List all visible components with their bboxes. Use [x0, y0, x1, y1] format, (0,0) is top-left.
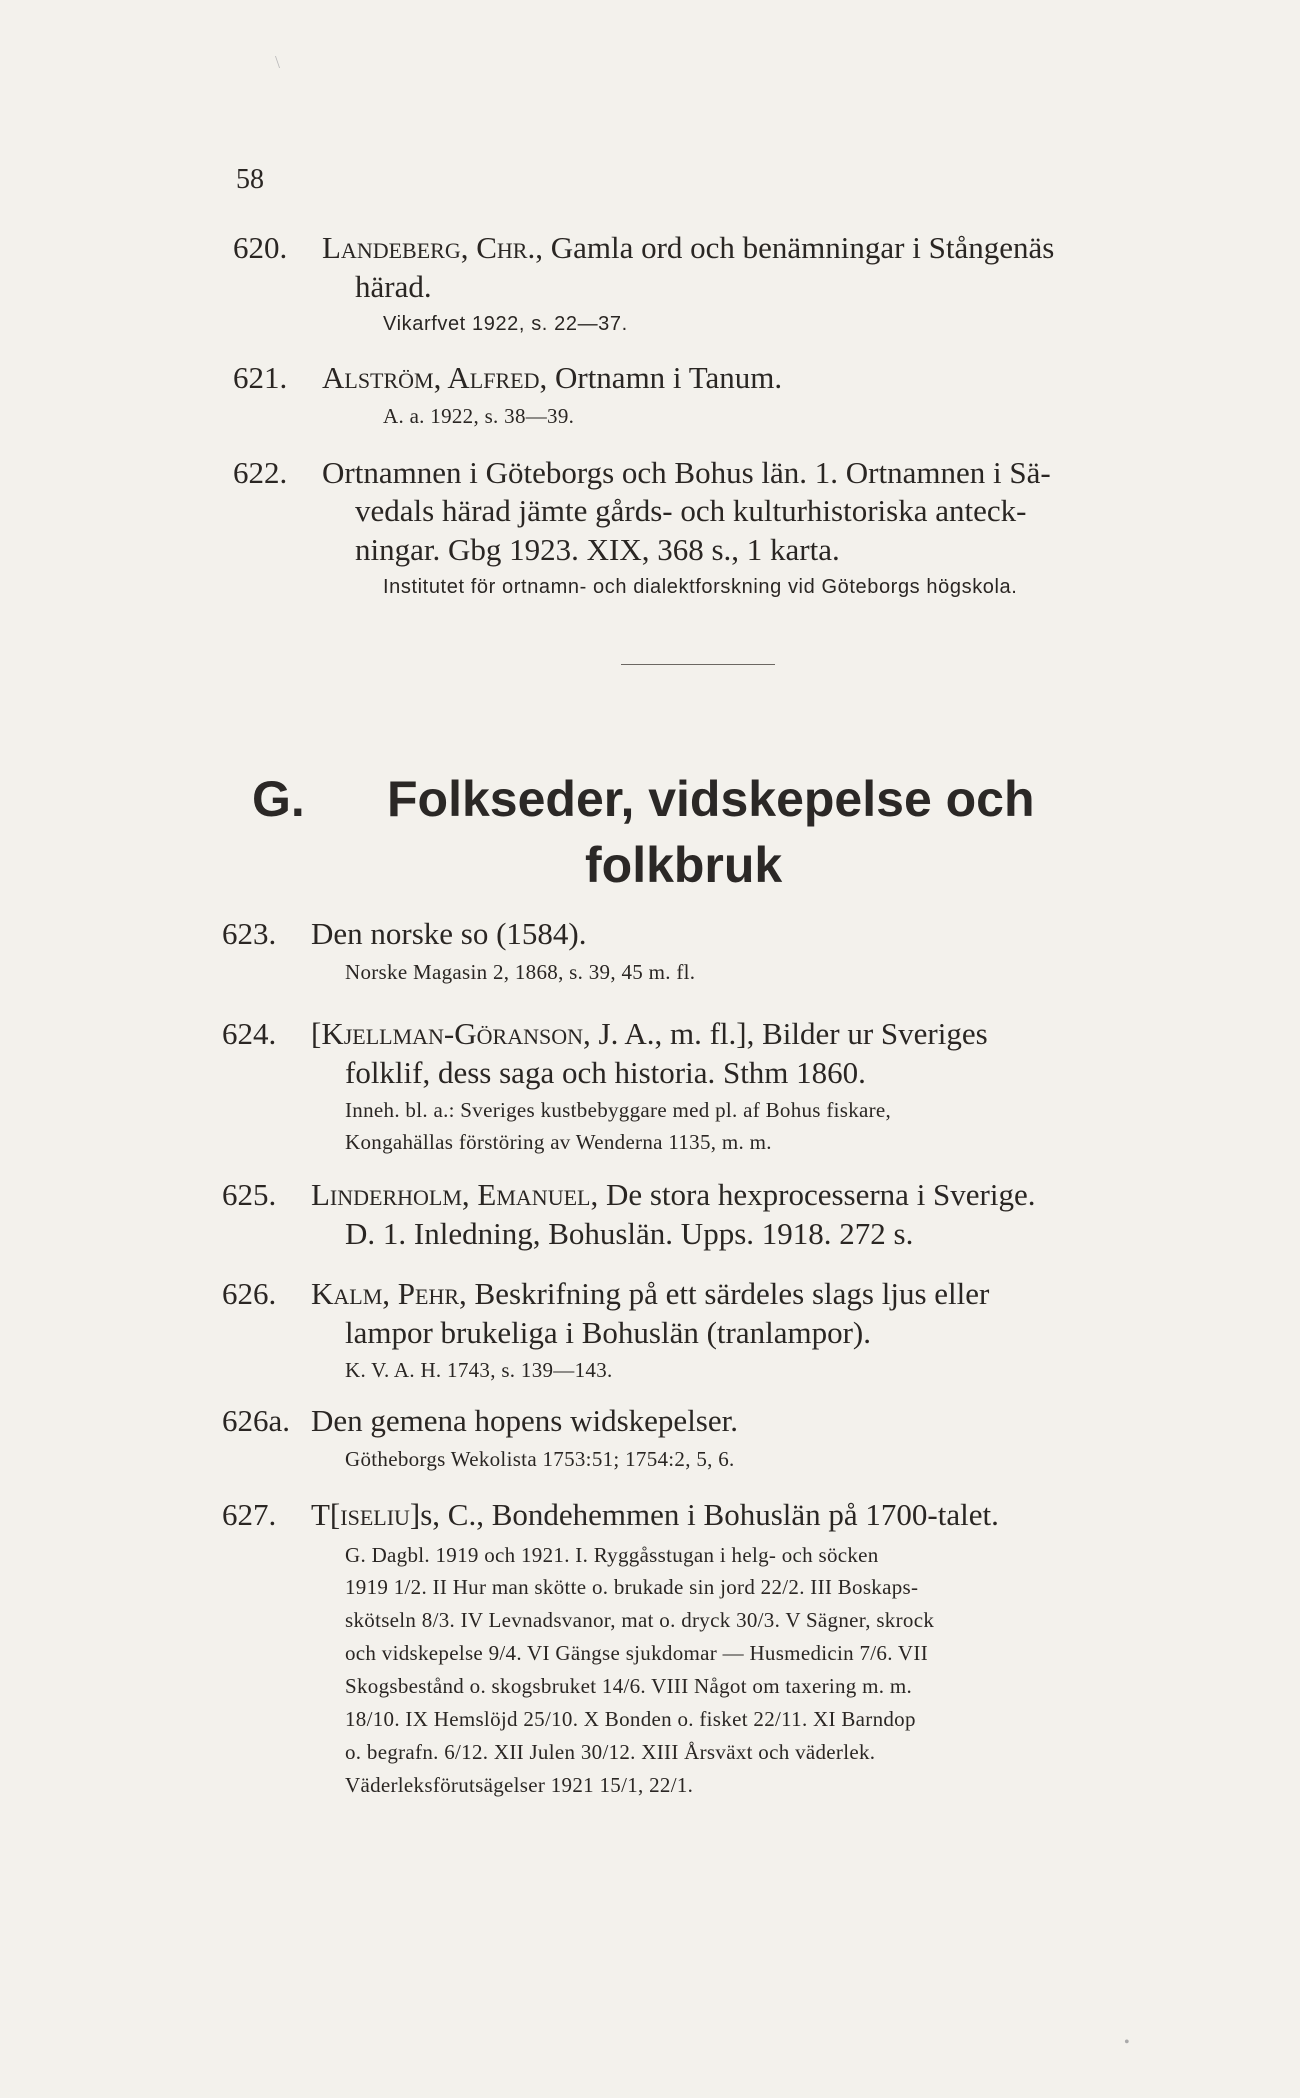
entry-title-line [311, 1016, 988, 1052]
entry-title-line: folklif, dess saga och historia. Sthm 1860. [345, 1055, 866, 1090]
entry-source: G. Dagbl. 1919 och 1921. I. Ryggåsstugan i helg- och söcken [345, 1543, 879, 1567]
entry-number: 622. [233, 455, 288, 490]
author-name: Kjellman-Göranson [321, 1016, 583, 1051]
entry-source: o. begrafn. 6/12. XII Julen 30/12. XIII Årsväxt och väderlek. [345, 1740, 876, 1764]
entry-title-line [322, 360, 782, 396]
title-text: ]s, C., Bondehemmen i Bohuslän på 1700-talet. [409, 1497, 999, 1532]
section-title-line: Folkseder, vidskepelse och [387, 771, 1035, 827]
scan-mark: \ [275, 52, 281, 72]
section-title-line: folkbruk [585, 837, 783, 893]
entry-source: Kongahällas förstöring av Wenderna 1135, m. m. [345, 1130, 772, 1154]
entry-source: Vikarfvet 1922, s. 22—37. [383, 313, 628, 335]
title-text: , De stora hexprocesserna i Sverige. [590, 1177, 1036, 1212]
entry-source: Norske Magasin 2, 1868, s. 39, 45 m. fl. [345, 960, 696, 984]
entry-source: A. a. 1922, s. 38—39. [383, 404, 575, 428]
title-text: , Beskrifning på ett särdeles slags ljus eller [459, 1276, 990, 1311]
entry-title-line: vedals härad jämte gårds- och kulturhistoriska anteck- [355, 493, 1027, 528]
entry-title-line [311, 1276, 989, 1312]
entry-source: K. V. A. H. 1743, s. 139—143. [345, 1358, 613, 1382]
entry-title-line: D. 1. Inledning, Bohuslän. Upps. 1918. 272 s. [345, 1216, 914, 1251]
entry-number: 623. [222, 916, 277, 951]
entry-source: 1919 1/2. II Hur man skötte o. brukade sin jord 22/2. III Boskaps- [345, 1575, 919, 1599]
scan-speck: • [1124, 2034, 1130, 2051]
section-letter: G. [252, 771, 305, 827]
entry-number: 626. [222, 1276, 277, 1311]
author-name: Alström, Alfred [322, 360, 540, 395]
entry-title-line [311, 1497, 999, 1533]
title-text: , Ortnamn i Tanum. [539, 360, 783, 395]
title-text: T[ [311, 1497, 341, 1532]
entry-number: 620. [233, 230, 288, 265]
entry-title-line: Ortnamnen i Göteborgs och Bohus län. 1. Ortnamnen i Sä- [322, 455, 1051, 490]
title-text: , J. A., m. fl.], Bilder ur Sveriges [583, 1016, 988, 1051]
entry-source: 18/10. IX Hemslöjd 25/10. X Bonden o. fisket 22/11. XI Barndop [345, 1707, 916, 1731]
entry-source: Väderleksförutsägelser 1921 15/1, 22/1. [345, 1773, 694, 1797]
entry-title-line: ningar. Gbg 1923. XIX, 368 s., 1 karta. [355, 532, 840, 567]
section-divider [621, 664, 775, 665]
author-name: Landeberg, Chr. [322, 230, 536, 265]
author-name: iseliu [340, 1497, 410, 1532]
author-name: Linderholm, Emanuel [311, 1177, 591, 1212]
entry-source: Inneh. bl. a.: Sveriges kustbebyggare med pl. af Bohus fiskare, [345, 1098, 892, 1122]
entry-source: skötseln 8/3. IV Levnadsvanor, mat o. dryck 30/3. V Sägner, skrock [345, 1608, 935, 1632]
entry-title-line [322, 230, 1054, 266]
page-number: 58 [236, 164, 264, 195]
title-text: , Gamla ord och benämningar i Stångenäs [535, 230, 1055, 265]
entry-source: Institutet för ortnamn- och dialektforskning vid Göteborgs högskola. [383, 576, 1018, 598]
author-name: Kalm, Pehr [311, 1276, 460, 1311]
entry-source: och vidskepelse 9/4. VI Gängse sjukdomar — Husmedicin 7/6. VII [345, 1641, 928, 1665]
entry-title-line: Den norske so (1584). [311, 916, 587, 951]
entry-number: 626a. [222, 1403, 291, 1438]
entry-source: Skogsbestånd o. skogsbruket 14/6. VIII Något om taxering m. m. [345, 1674, 913, 1698]
entry-number: 627. [222, 1497, 277, 1532]
entry-source: Götheborgs Wekolista 1753:51; 1754:2, 5, 6. [345, 1447, 735, 1471]
entry-title-line [311, 1177, 1036, 1213]
entry-number: 621. [233, 360, 288, 395]
entry-number: 625. [222, 1177, 277, 1212]
entry-title-line: lampor brukeliga i Bohuslän (tranlampor). [345, 1315, 872, 1350]
bracket: [ [311, 1016, 322, 1051]
entry-title-line: härad. [355, 269, 432, 304]
entry-number: 624. [222, 1016, 277, 1051]
entry-title-line: Den gemena hopens widskepelser. [311, 1403, 738, 1438]
